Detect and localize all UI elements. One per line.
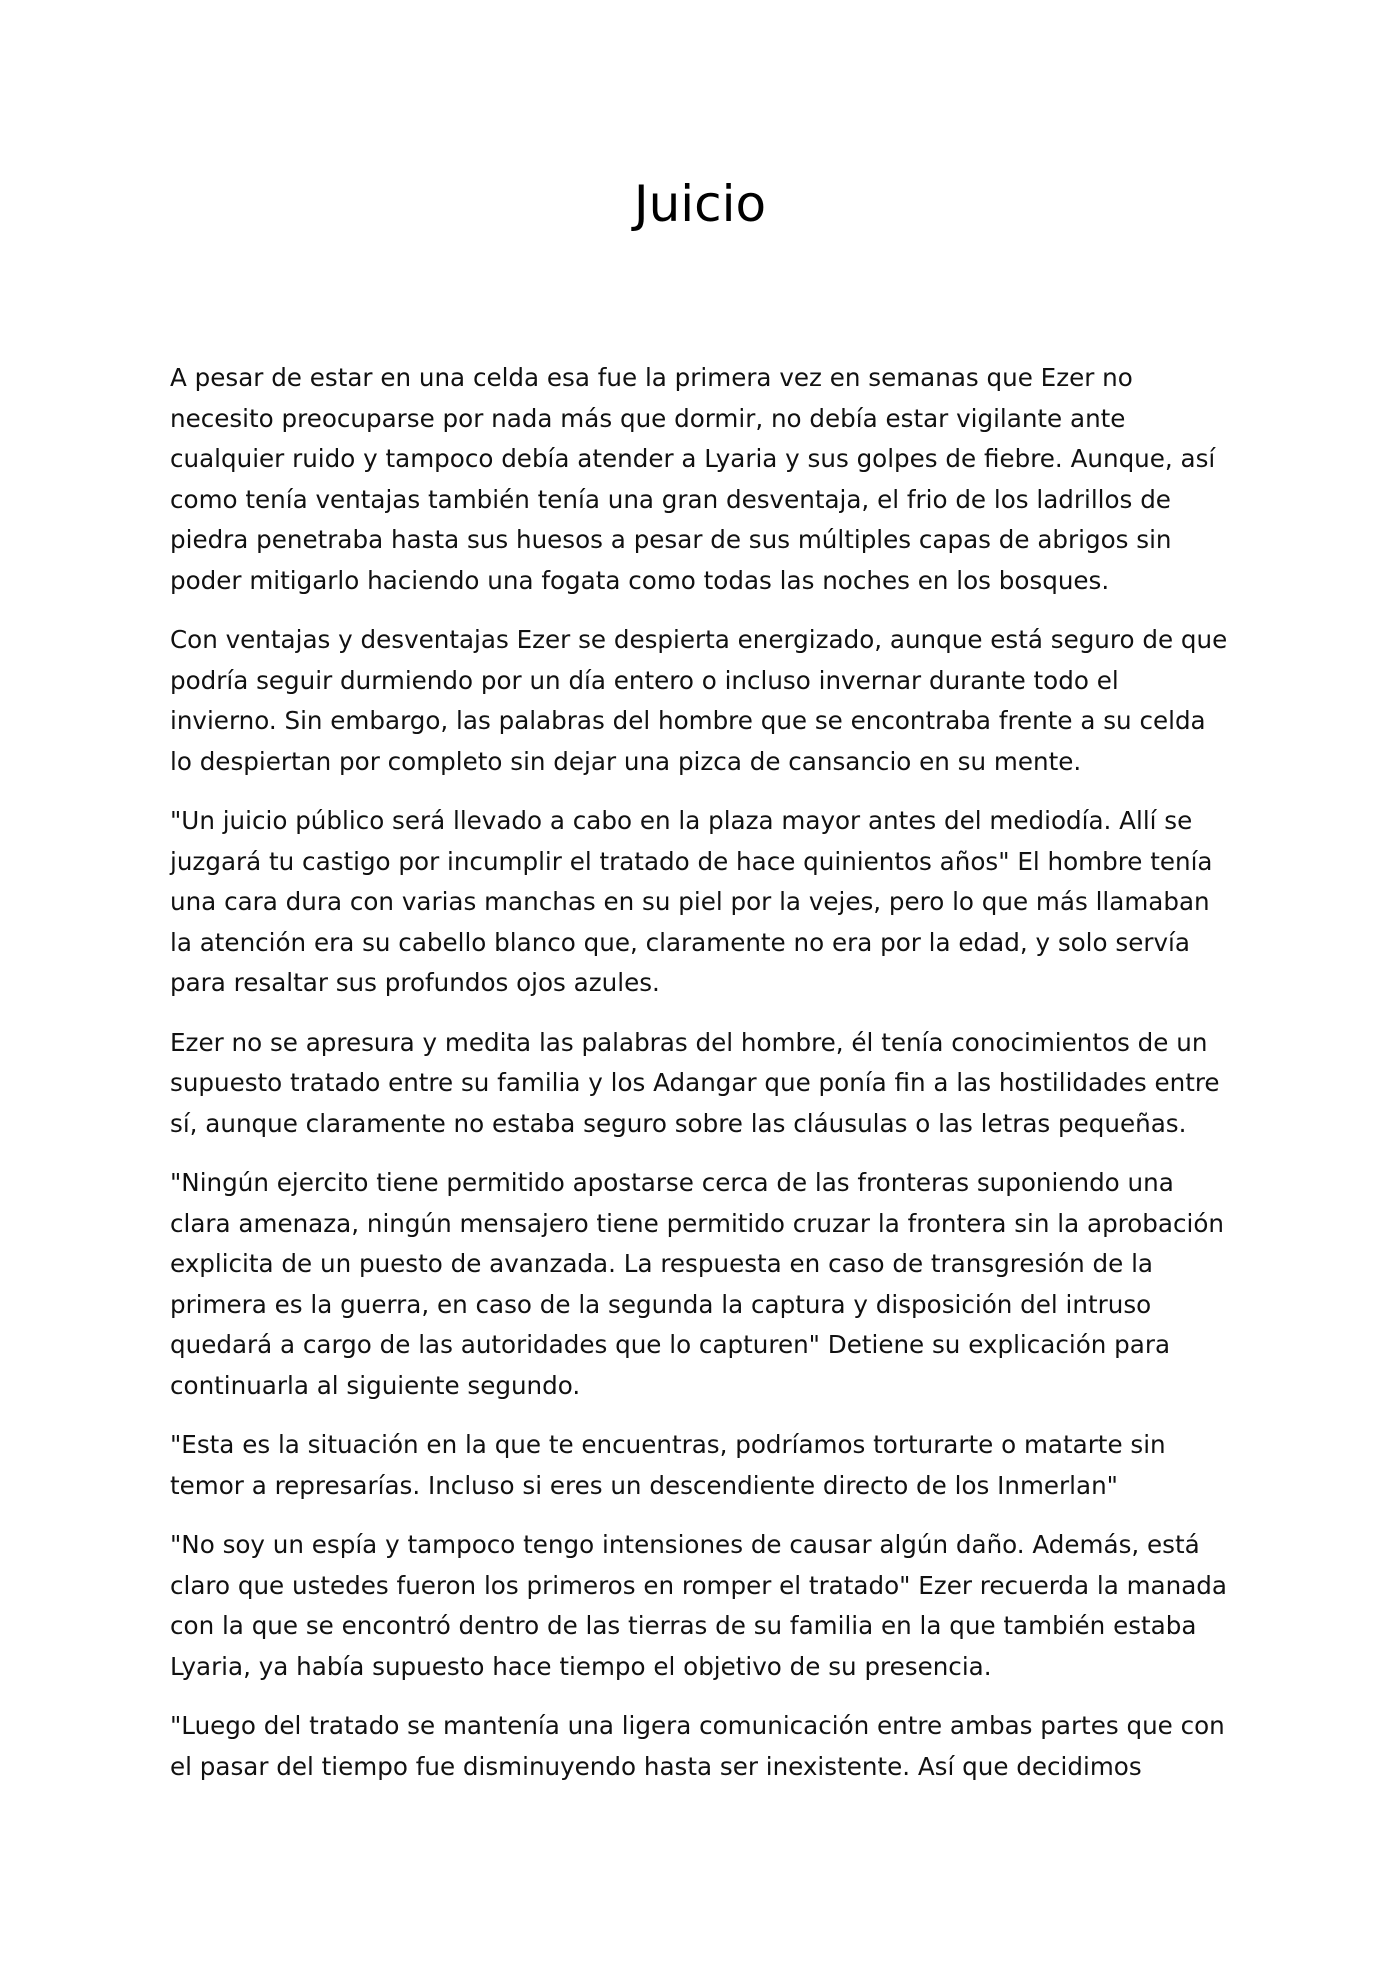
paragraph-5: "Ningún ejercito tiene permitido apostarse cerca de las fronteras suponiendo una clara amenaza, ningún mensajero tiene permitido cruzar la frontera sin la aprobación explicita de un puesto de avanzada. La respuesta en caso de transgresión de la primera es la guerra, en caso de la segunda la captura y disposición del intruso quedará a cargo de las autoridades que lo capturen" Detiene su explicación para continuarla al siguiente segundo. [170, 1168, 1224, 1400]
page-title: Juicio [633, 175, 767, 233]
document-body [170, 358, 1230, 1787]
paragraph-6: "Esta es la situación en la que te encuentras, podríamos torturarte o matarte sin temor a represarías. Incluso si eres un descendiente directo de los Inmerlan" [170, 1430, 1166, 1500]
paragraph-2: Con ventajas y desventajas Ezer se despierta energizado, aunque está seguro de que podría seguir durmiendo por un día entero o incluso invernar durante todo el invierno. Sin embargo, las palabras del hombre que se encontraba frente a su celda lo despiertan por completo sin dejar una pizca de cansancio en su mente. [170, 625, 1228, 776]
paragraph-4: Ezer no se apresura y medita las palabras del hombre, él tenía conocimientos de un supuesto tratado entre su familia y los Adangar que ponía fin a las hostilidades entre sí, aunque claramente no estaba seguro sobre las cláusulas o las letras pequeñas. [170, 1027, 1220, 1138]
paragraph-8: "Luego del tratado se mantenía una ligera comunicación entre ambas partes que con el pasar del tiempo fue disminuyendo hasta ser inexistente. Así que decidimos [170, 1711, 1225, 1781]
paragraph-7: "No soy un espía y tampoco tengo intensiones de causar algún daño. Además, está claro que ustedes fueron los primeros en romper el tratado" Ezer recuerda la manada con la que se encontró dentro de las tierras de su familia en la que también estaba Lyaria, ya había supuesto hace tiempo el objetivo de su presencia. [170, 1530, 1227, 1681]
paragraph-1: A pesar de estar en una celda esa fue la primera vez en semanas que Ezer no necesito preocuparse por nada más que dormir, no debía estar vigilante ante cualquier ruido y tampoco debía atender a Lyaria y sus golpes de fiebre. Aunque, así como tenía ventajas también tenía una gran desventaja, el frio de los ladrillos de piedra penetraba hasta sus huesos a pesar de sus múltiples capas de abrigos sin poder mitigarlo haciendo una fogata como todas las noches en los bosques. [170, 363, 1216, 595]
paragraph-3: "Un juicio público será llevado a cabo en la plaza mayor antes del mediodía. Allí se juzgará tu castigo por incumplir el tratado de hace quinientos años" El hombre tenía una cara dura con varias manchas en su piel por la vejes, pero lo que más llamaban la atención era su cabello blanco que, claramente no era por la edad, y solo servía para resaltar sus profundos ojos azules. [170, 806, 1213, 997]
